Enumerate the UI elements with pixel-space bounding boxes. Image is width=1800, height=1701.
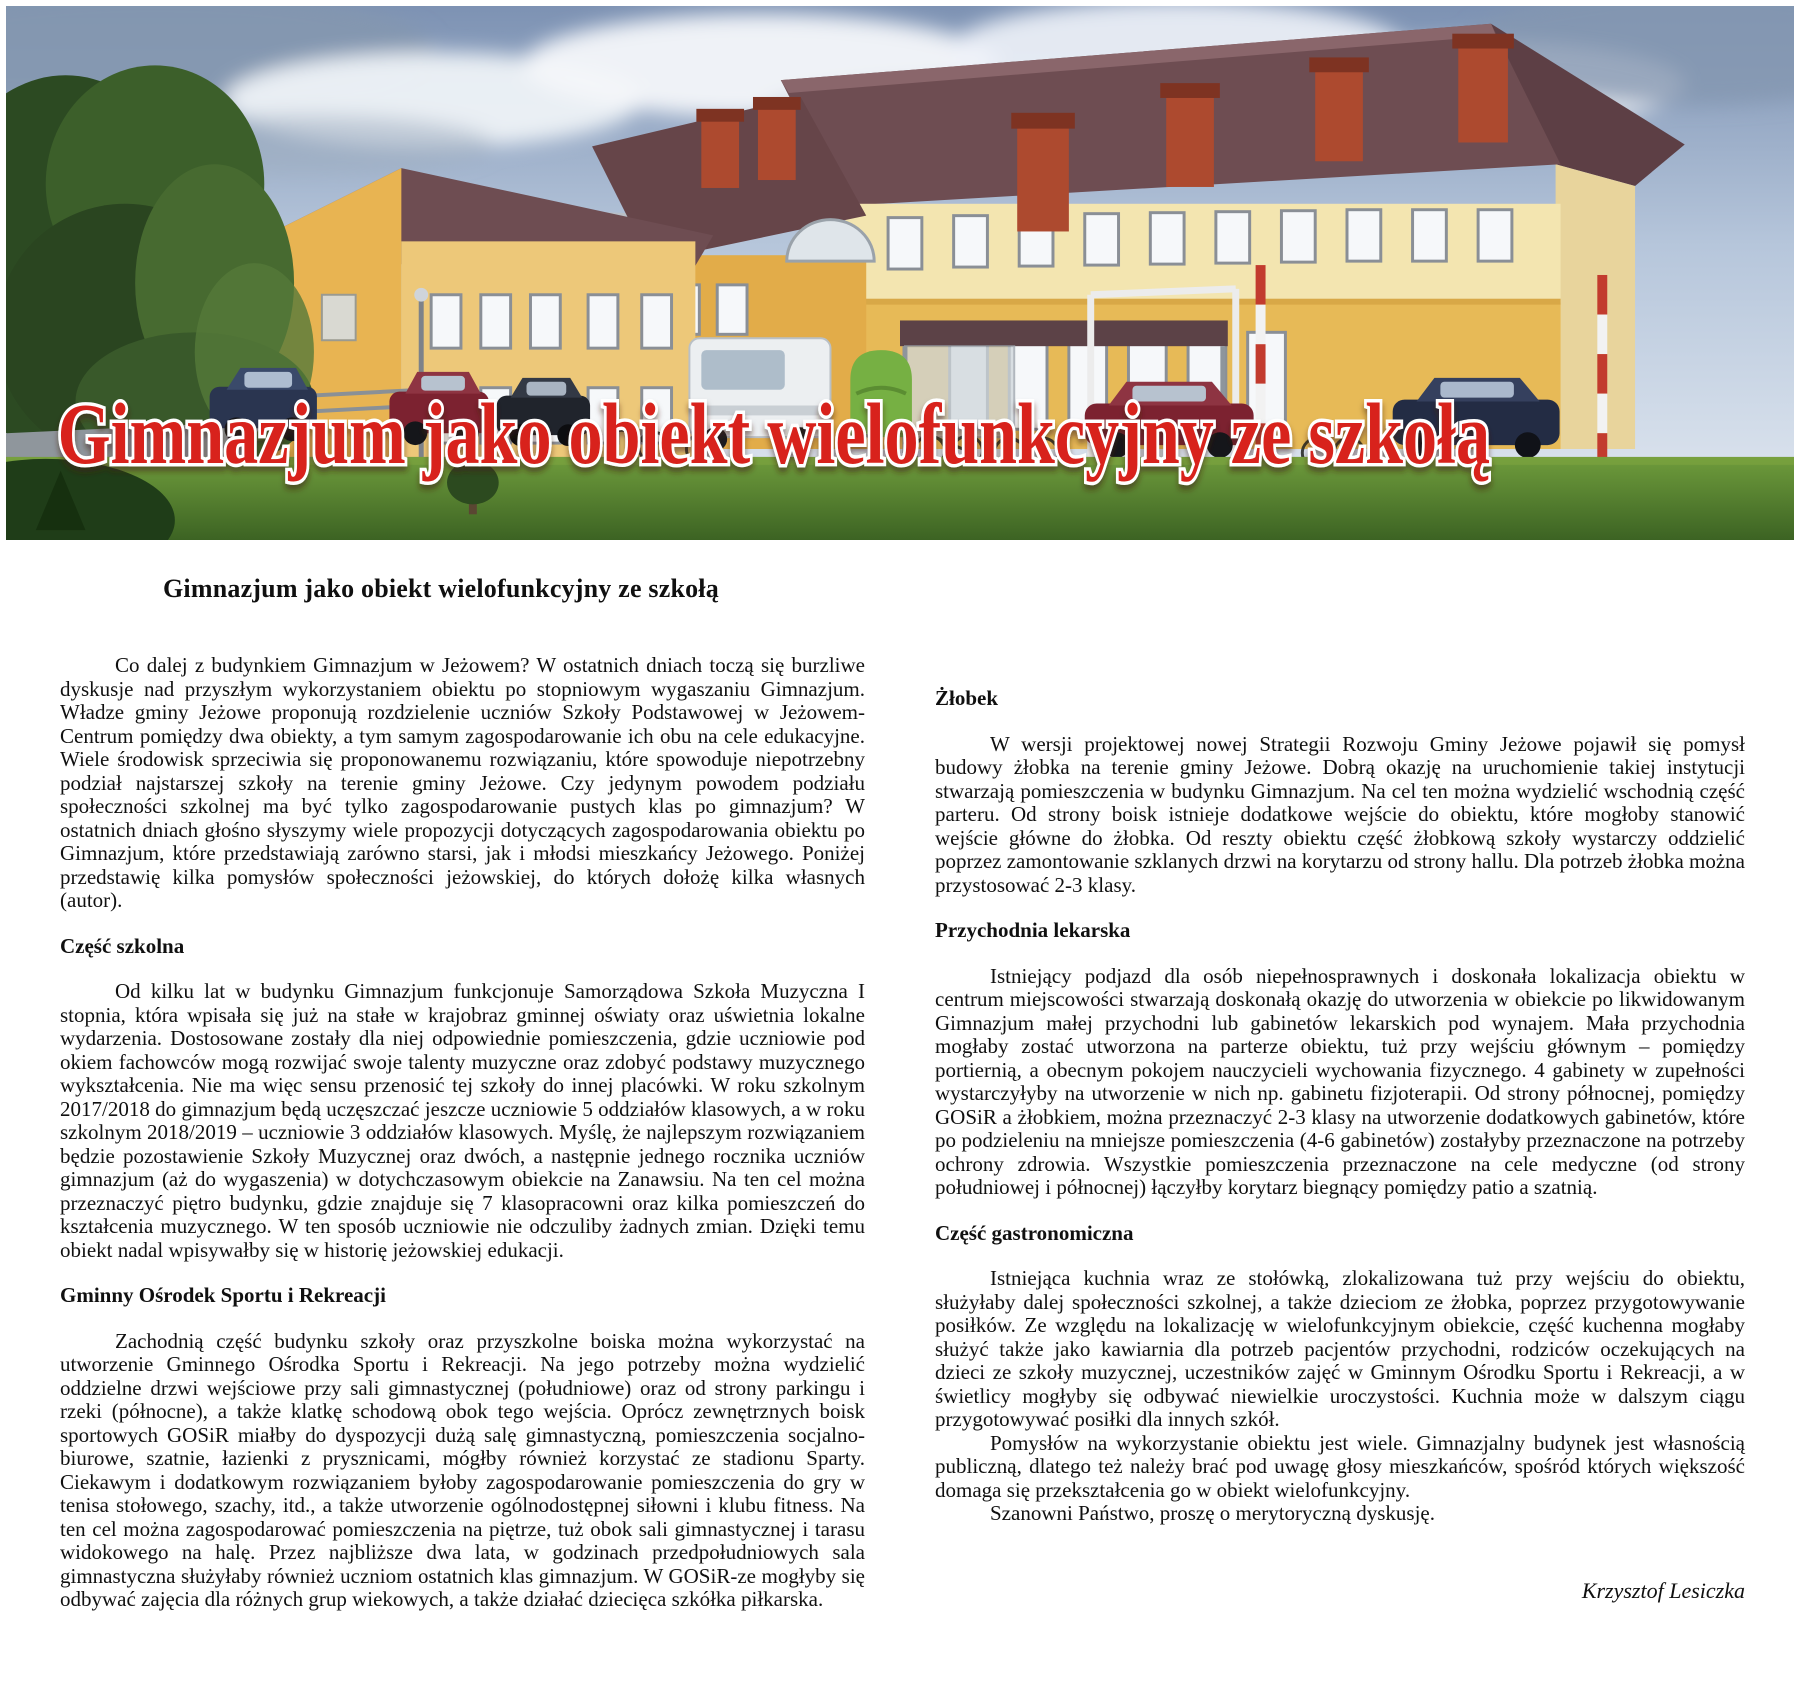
- author-signature: Krzysztof Lesiczka: [1581, 1577, 1745, 1603]
- left-column: [60, 654, 865, 1612]
- section-paragraph: Zachodnią część budynku szkoły oraz przyszkolne boiska można wykorzystać na utworzenie Gminnego Ośrodka Sportu i Rekreacji. Na jego potrzeby można wydzielić oddzielne drzwi wejściowe przy sali gimnastycznej (południowe) oraz od strony parkingu i rzeki (północne), a także klatkę schodową obok tego wejścia. Oprócz zewnętrznych boisk sportowych GOSiR miałby do dyspozycji dużą salę gimnastyczną, pomieszczenia socjalno-biurowe, szatnie, łazienki z prysznicami, mógłby również korzystać ze stadionu Sparty. Ciekawym i dodatkowym rozwiązaniem byłoby zagospodarowanie pomieszczenia do gry w tenisa stołowego, szachy, itd., a także utworzenie ogólnodostępnej siłowni i klubu fitness. Na ten cel można zagospodarować pomieszczenia na piętrze, tuż obok sali gimnastycznej i tarasu widokowego na halę. Przez najbliższe dwa lata, w godzinach przedpołudniowych sala gimnastyczna służyłaby również uczniom ostatnich klas gimnazjum. W GOSiR-ze mogłyby się odbywać zajęcia dla różnych grup wiekowych, a także działać dziecięca szkółka piłkarska.: [60, 1328, 865, 1611]
- gable-plaque: [322, 295, 356, 340]
- school-building-photo: [6, 6, 1794, 540]
- article-columns: [60, 654, 1745, 1612]
- section-paragraph: Od kilku lat w budynku Gimnazjum funkcjonuje Samorządowa Szkoła Muzyczna I stopnia, która wpisała się już na stałe w krajobraz gminnej oświaty oraz uświetnia lokalne wydarzenia. Dostosowane zostały dla niej odpowiednie pomieszczenia, gdzie uczniowie pod okiem fachowców mogą rozwijać swoje talenty muzyczne oraz zdobyć podstawy muzycznego wykształcenia. Nie ma więc sensu przenosić tej szkoły do innej placówki. W roku szkolnym 2017/2018 do gimnazjum będą uczęszczać jeszcze uczniowie 5 oddziałów klasowych, a w roku szkolnym 2018/2019 – uczniowie 3 oddziałów klasowych. Myślę, że najlepszym rozwiązaniem będzie pozostawienie Szkoły Muzycznej oraz dwóch, a następnie jednego rocznika uczniów gimnazjum (aż do wygaszenia) w dotychczasowym obiekcie na Zanawsiu. Na ten cel można przeznaczyć piętro budynku, gdzie znajduje się 7 klasopracowni oraz kilka pomieszczeń do kształcenia muzycznego. W ten sposób uczniowie nie odczuliby żadnych zmian. Dzięki temu obiekt nadal wpisywałby się w historię jeżowskiej edukacji.: [60, 979, 865, 1262]
- right-column: [935, 654, 1745, 1612]
- newsletter-page: [0, 6, 1800, 1701]
- section-heading-gastronomiczna: Część gastronomiczna: [935, 1220, 1134, 1245]
- section-paragraph: Istniejący podjazd dla osób niepełnosprawnych i doskonała lokalizacja obiektu w centrum miejscowości stwarzają doskonałą okazję do utworzenia w obiekcie po likwidowanym Gimnazjum małej przychodni lub gabinetów lekarskich pod wynajem. Mała przychodnia mogłaby zostać utworzona na parterze obiektu, tuż przy wejściu głównym – pomiędzy portiernią, a obecnym pokojem nauczycieli wychowania fizycznego. 4 gabinety w zupełności wystarczyłyby na utworzenie w nich np. gabinetu fizjoterapii. Od strony północnej, pomiędzy GOSiR a żłobkiem, można przeznaczyć 2-3 klasy na utworzenie dodatkowych gabinetów, które po podzieleniu na mniejsze pomieszczenia (4-6 gabinetów) zostałyby przeznaczone na potrzeby ochrony zdrowia. Wszystkie pomieszczenia przeznaczone na cele medyczne (od strony południowej i północnej) łączyłby korytarz biegnący pomiędzy patio a szatnią.: [935, 963, 1745, 1199]
- photo-title-overlay: Gimnazjum jako obiekt wielofunkcyjny ze szkołą: [57, 385, 1491, 482]
- section-heading-przychodnia: Przychodnia lekarska: [935, 918, 1131, 942]
- closing-paragraph: Szanowni Państwo, proszę o merytoryczną dyskusję.: [990, 1501, 1435, 1525]
- article-heading: Gimnazjum jako obiekt wielofunkcyjny ze szkołą: [163, 574, 719, 603]
- section-paragraph: W wersji projektowej nowej Strategii Rozwoju Gminy Jeżowe pojawił się pomysł budowy żłobka na terenie gminy Jeżowe. Dobrą okazję na uruchomienie takiej instytucji stwarzają pomieszczenia w budynku Gimnazjum. Na cel ten można wydzielić wschodnią część parteru. Od strony boisk istnieje dodatkowe wejście do obiektu, które mogłoby stanowić wejście główne do żłobka. Od reszty obiektu część żłobkową szkoły wystarczy oddzielić poprzez zamontowanie szklanych drzwi na korytarzu od strony hallu. Dla potrzeb żłobka można przystosować 2-3 klasy.: [935, 731, 1745, 897]
- section-heading-gosir: Gminny Ośrodek Sportu i Rekreacji: [60, 1283, 386, 1307]
- section-heading-zlobek: Żłobek: [935, 686, 999, 710]
- photo-scene: [6, 6, 1794, 540]
- intro-paragraph: Co dalej z budynkiem Gimnazjum w Jeżowem? W ostatnich dniach toczą się burzliwe dyskusje nad przyszłym wykorzystaniem obiektu po stopniowym wygaszaniu Gimnazjum. Władze gminy Jeżowe proponują rozdzielenie uczniów Szkoły Podstawowej w Jeżowem-Centrum pomiędzy dwa obiekty, a tym samym zagospodarowanie ich obu na cele edukacyjne. Wiele środowisk sprzeciwia się proponowanemu rozwiązaniu, które spowoduje niepotrzebny podział najstarszej szkoły na terenie gminy Jeżowe. Czy jedynym powodem podziału społeczności szkolnej ma być tylko zagospodarowanie pustych klas po gimnazjum? W ostatnich dniach głośno słyszymy wiele propozycji dotyczących zagospodarowania obiektu po Gimnazjum, które przedstawiają zarówno starsi, jak i młodsi mieszkańcy Jeżowego. Poniżej przedstawię kilka pomysłów społeczności jeżowskiej, do których dołożę kilka własnych (autor).: [60, 653, 865, 912]
- closing-paragraph: Pomysłów na wykorzystanie obiektu jest wiele. Gimnazjalny budynek jest własnością publiczną, dlatego też należy brać pod uwagę głosy mieszkańców, spośród których większość domaga się przekształcenia go w obiekt wielofunkcyjny.: [935, 1430, 1745, 1502]
- section-paragraph: Istniejąca kuchnia wraz ze stołówką, zlokalizowana tuż przy wejściu do obiektu, służyłaby dalej społeczności szkolnej, a także dzieciom ze żłobka, poprzez przygotowywanie posiłków. Ze względu na lokalizację w wielofunkcyjnym obiekcie, część kuchenna mogłaby służyć także jako kawiarnia dla potrzeb pacjentów przychodni, rodziców oczekujących na dzieci ze szkoły muzycznej, uczestników zajęć w Gminnym Ośrodku Sportu i Rekreacji, a w świetlicy mogłyby się odbywać niewielkie uroczystości. Kuchnia może w dalszym ciągu przygotowywać posiłki dla innych szkół.: [935, 1266, 1745, 1431]
- section-heading-czesc-szkolna: Część szkolna: [60, 933, 185, 958]
